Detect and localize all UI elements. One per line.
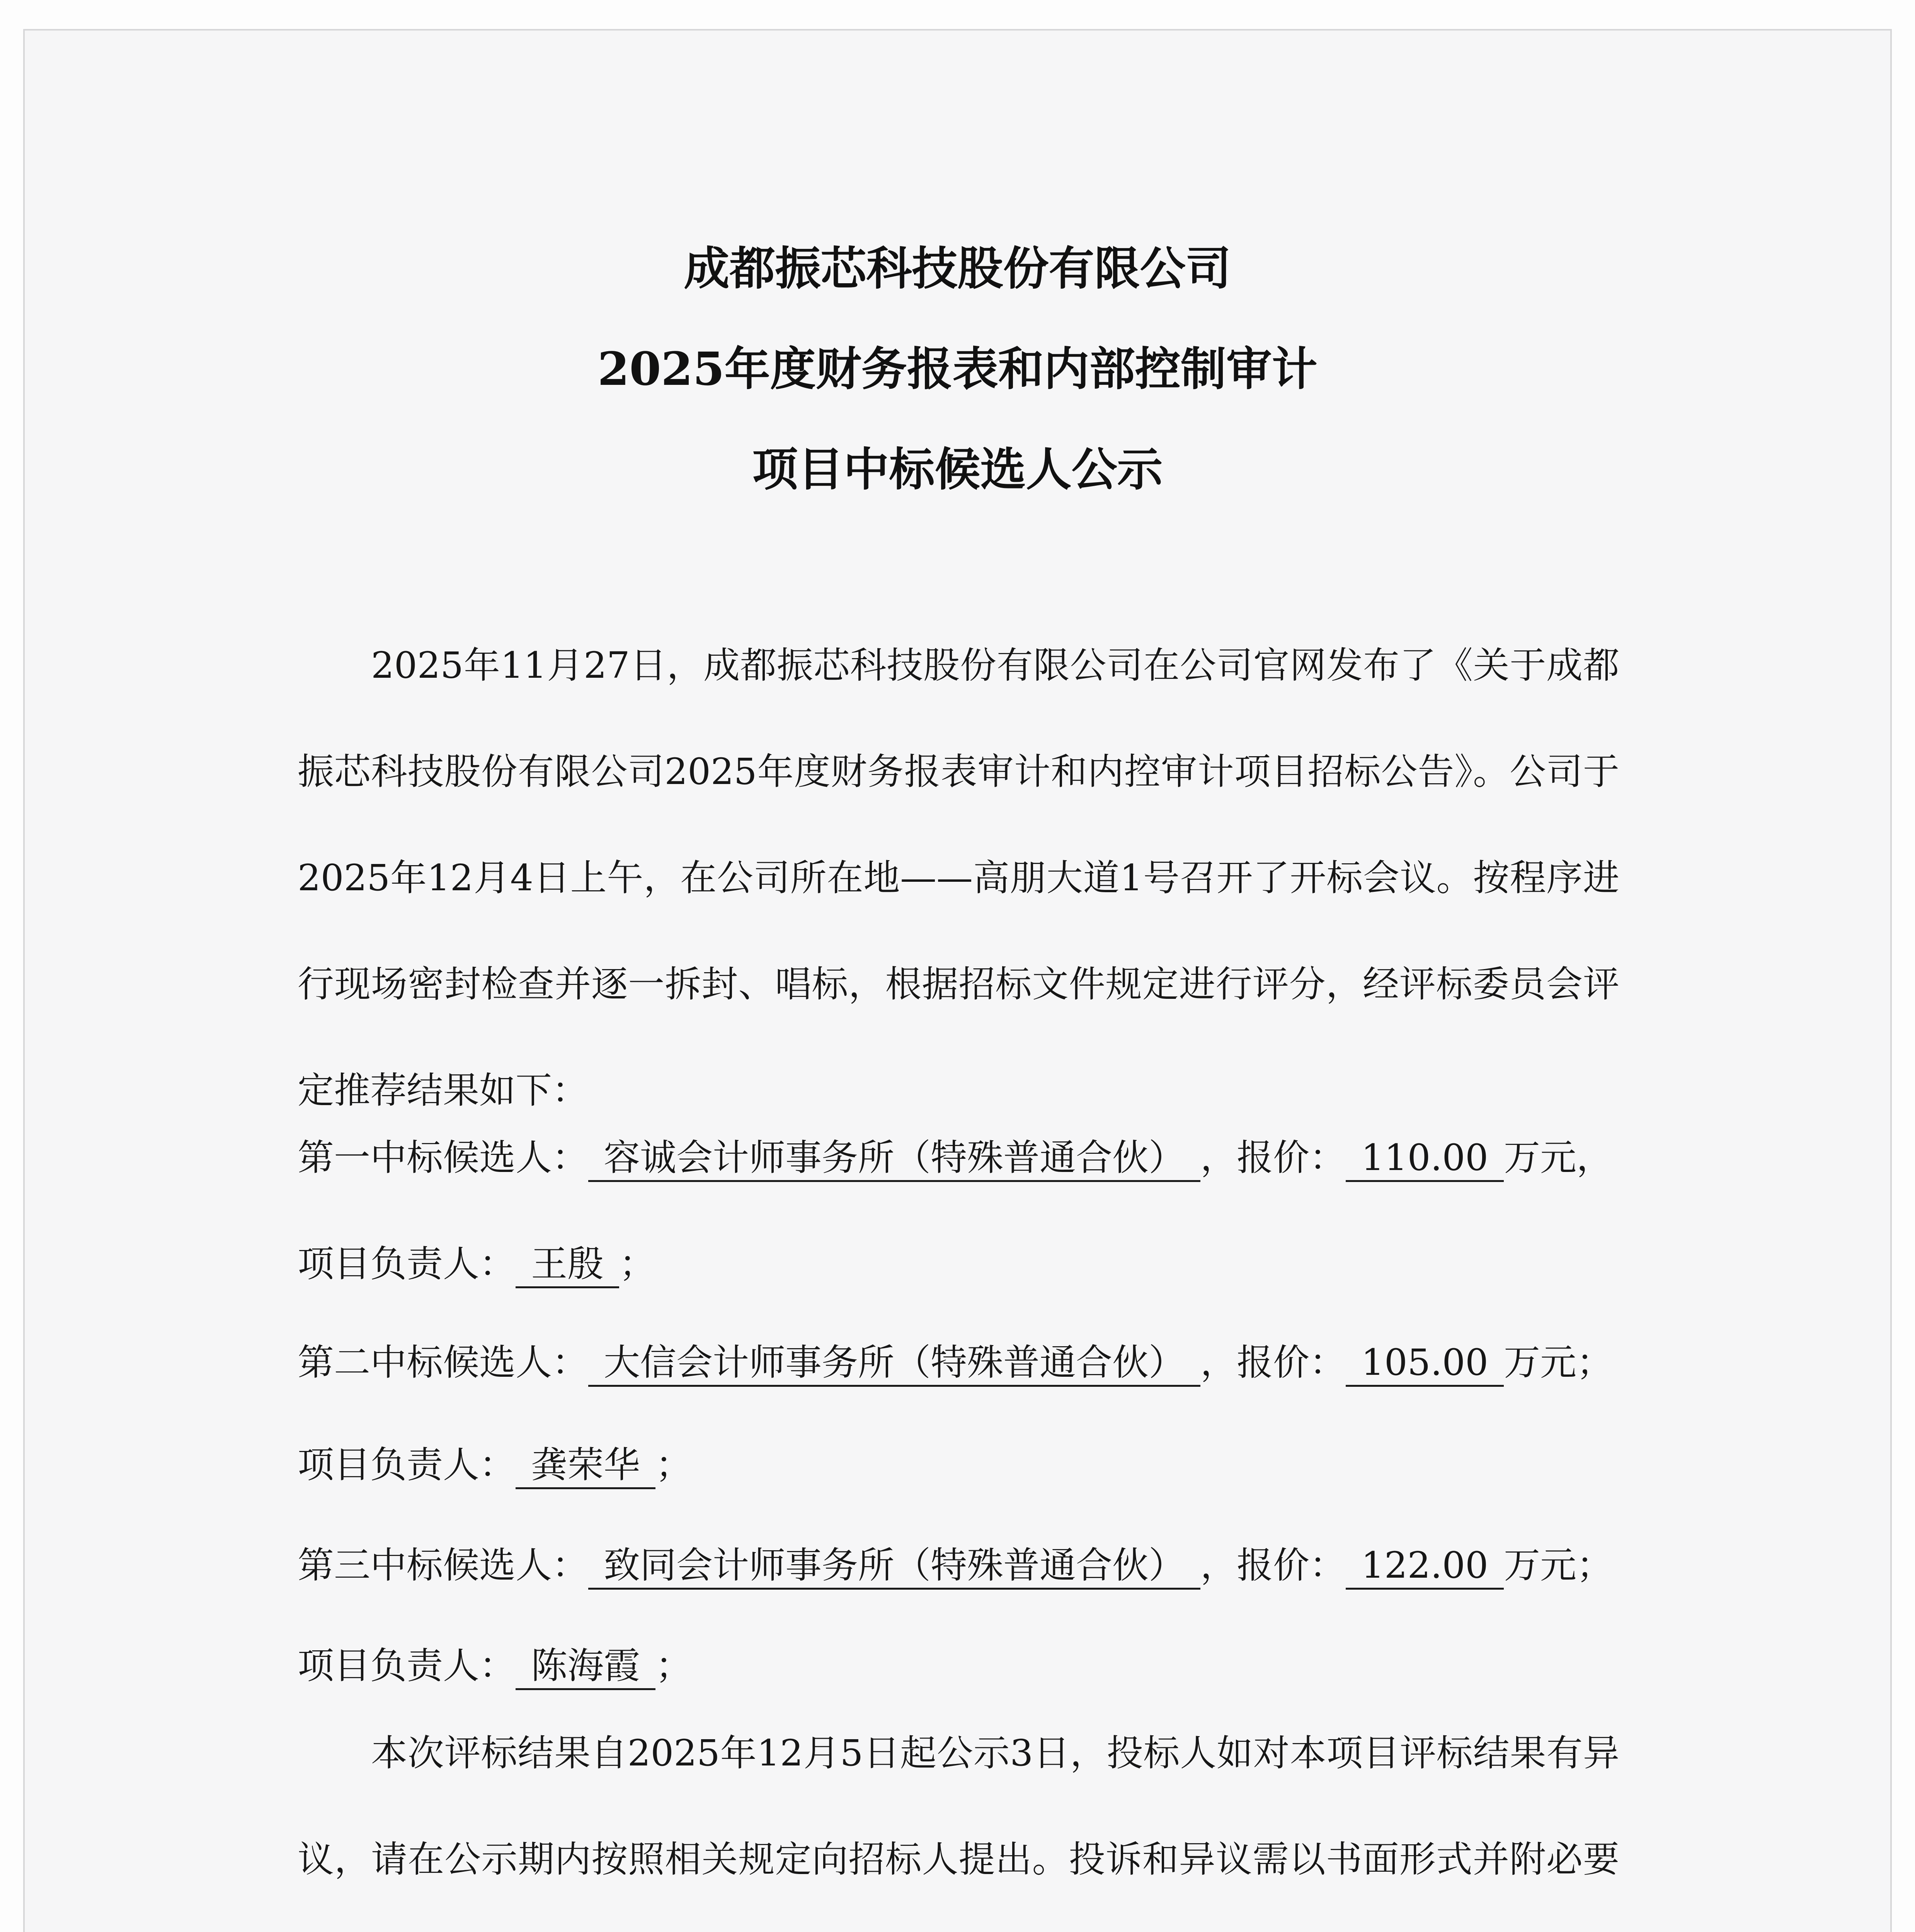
objection-paragraph: 本次评标结果自2025年12月5日起公示3日，投标人如对本项目评标结果有异议，请在公示期内按照相关规定向招标人提出。投诉和异议需以书面形式并附必要	[298, 1732, 1619, 1881]
manager-name: 龚荣华	[516, 1445, 655, 1489]
candidate-label: 第二中标候选人：	[298, 1342, 589, 1384]
price-unit: 万元；	[1503, 1544, 1613, 1587]
candidate-row-1	[298, 1128, 1613, 1182]
title-company: 成都振芯科技股份有限公司	[684, 242, 1231, 295]
candidate-label: 第一中标候选人：	[298, 1137, 589, 1179]
line-end: ；	[619, 1243, 656, 1285]
title-announcement: 项目中标候选人公示	[752, 442, 1163, 496]
price-unit: 万元，	[1503, 1137, 1613, 1179]
manager-label: 项目负责人：	[298, 1645, 516, 1687]
candidate-firm: 容诚会计师事务所（特殊普通合伙）	[588, 1138, 1200, 1182]
price-label: ，报价：	[1200, 1137, 1346, 1179]
candidate-price: 122.00	[1346, 1546, 1504, 1590]
manager-label: 项目负责人：	[298, 1444, 516, 1486]
manager-row-1	[298, 1235, 655, 1288]
manager-name: 王殷	[516, 1244, 619, 1288]
line-end: ；	[655, 1444, 692, 1486]
candidate-firm: 致同会计师事务所（特殊普通合伙）	[588, 1546, 1200, 1590]
price-unit: 万元；	[1503, 1342, 1613, 1384]
title-project: 2025年度财务报表和内部控制审计	[597, 342, 1318, 396]
candidate-row-2	[298, 1333, 1613, 1387]
manager-label: 项目负责人：	[298, 1243, 516, 1285]
intro-paragraph: 2025年11月27日，成都振芯科技股份有限公司在公司官网发布了《关于成都振芯科技股份有限公司2025年度财务报表审计和内控审计项目招标公告》。公司于2025年12月4日上午，在公司所在地——高朋大道1号召开了开标会议。按程序进行现场密封检查并逐一拆封、唱标，根据招标文件规定进行评分，经评标委员会评定推荐结果如下：	[298, 645, 1619, 1112]
candidate-label: 第三中标候选人：	[298, 1544, 589, 1587]
line-end: ；	[655, 1645, 692, 1687]
candidate-row-3	[298, 1536, 1613, 1590]
manager-name: 陈海霞	[516, 1646, 655, 1690]
candidate-price: 105.00	[1346, 1343, 1504, 1387]
candidate-firm: 大信会计师事务所（特殊普通合伙）	[588, 1343, 1200, 1387]
manager-row-2	[298, 1435, 692, 1489]
price-label: ，报价：	[1200, 1544, 1346, 1587]
candidate-price: 110.00	[1346, 1138, 1504, 1182]
manager-row-3	[298, 1636, 692, 1690]
price-label: ，报价：	[1200, 1342, 1346, 1384]
